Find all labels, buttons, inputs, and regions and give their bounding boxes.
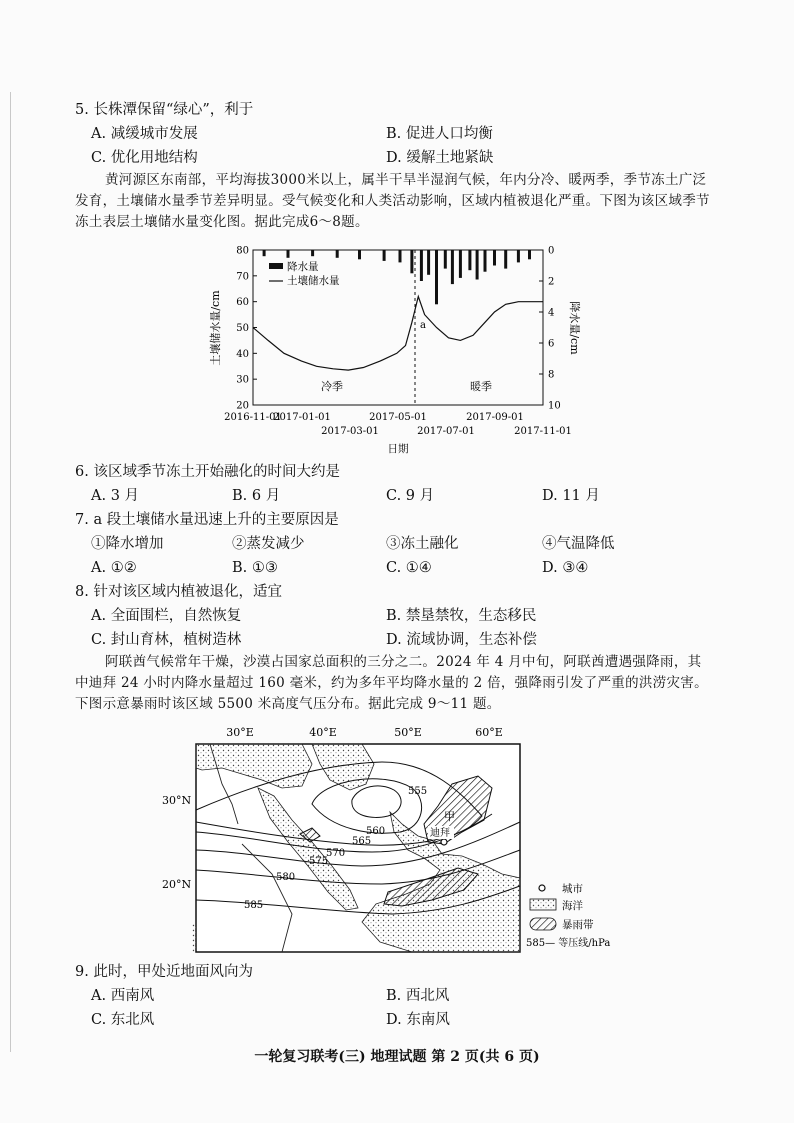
precip-bar [420, 250, 423, 281]
y2-tick-label: 4 [548, 307, 555, 319]
legend-city-symbol [539, 885, 545, 891]
y2-tick-label: 0 [548, 245, 555, 257]
legend-ocean-label: 海洋 [562, 900, 583, 912]
precip-bar [287, 250, 290, 258]
precip-bar [427, 250, 430, 275]
q6-option-b: B. 6 月 [232, 488, 281, 504]
y-tick-label: 40 [236, 348, 249, 360]
xtick-2017-11-01: 2017-11-01 [514, 426, 572, 437]
precip-bar [336, 250, 339, 258]
xtick-2017-01-01: 2017-01-01 [273, 412, 331, 423]
precip-bar [358, 250, 361, 259]
q8-option-b: B. 禁垦禁牧，生态移民 [386, 608, 537, 624]
precip-bar [468, 250, 471, 270]
q5-stem: 5. 长株潭保留“绿心”，利于 [75, 102, 254, 118]
q9-option-d: D. 东南风 [386, 1012, 450, 1028]
soil-water-chart [205, 238, 585, 460]
q5-option-d: D. 缓解土地紧缺 [386, 150, 494, 166]
q7-option-c: C. ①④ [386, 560, 432, 576]
q9-option-b: B. 西北风 [386, 988, 450, 1004]
precip-bar [399, 250, 402, 262]
precip-bar [517, 250, 520, 262]
map-frame [192, 744, 520, 952]
precip-bar [383, 250, 386, 261]
y-tick-label: 30 [236, 374, 249, 386]
y2-axis-title: 降水量/cm [568, 301, 581, 355]
right-axis-ticks [539, 246, 561, 412]
q8-option-c: C. 封山育林，植树造林 [91, 632, 242, 648]
city-dubai-marker [441, 839, 447, 845]
isobar-label-585: 585 [244, 900, 264, 911]
legend-rain-symbol [530, 918, 556, 930]
xtick-2016-11-01: 2016-11-01 [224, 412, 282, 423]
precip-bar [504, 250, 507, 269]
y-axis-title: 土壤储水量/cm [209, 290, 222, 366]
precip-bar [311, 250, 314, 256]
q7-item-3: ③冻土融化 [386, 536, 459, 552]
q5-option-a: A. 减缓城市发展 [91, 126, 198, 142]
y2-tick-label: 2 [548, 276, 555, 288]
precip-bar [528, 250, 531, 259]
q8-option-a: A. 全面围栏，自然恢复 [91, 608, 242, 624]
y-tick-label: 50 [236, 323, 249, 334]
xtick-2017-09-01: 2017-09-01 [466, 412, 524, 423]
precip-bar [444, 250, 447, 269]
lon-label-50e: 50°E [394, 726, 422, 739]
y-tick-label: 20 [236, 400, 249, 412]
isobar-label-560: 560 [366, 826, 386, 837]
y2-tick-label: 6 [548, 338, 555, 350]
precip-bar [493, 250, 496, 266]
lat-label-30n: 30°N [162, 794, 192, 807]
y-tick-label: 80 [236, 245, 249, 257]
legend-rain-label: 暴雨带 [562, 919, 594, 931]
place-jia: 甲 [444, 810, 455, 823]
chart-legend [269, 260, 340, 287]
q7-option-d: D. ③④ [542, 560, 589, 576]
q8-option-d: D. 流域协调，生态补偿 [386, 632, 537, 648]
xtick-2017-03-01: 2017-03-01 [321, 426, 379, 437]
legend-precip-swatch [269, 263, 283, 269]
lon-label-60e: 60°E [475, 726, 503, 739]
chart-axes [253, 250, 543, 405]
passage-uae: 阿联酋气候常年干燥，沙漠占国家总面积的三分之二。2024 年 4 月中旬，阿联酋遭遇强降雨，其中迪拜 24 小时内降水量超过 160 毫米，约为多年平均降水量的 2 倍，强降雨引发了严重的洪涝灾害。下图示意暴雨时该区域 5500 米高度气压分布。据此完成 9～11 题。 [75, 654, 708, 712]
isobar-label-580: 580 [276, 872, 296, 883]
xtick-2017-05-01: 2017-05-01 [369, 412, 427, 423]
lat-label-20n: 20°N [162, 878, 192, 891]
lon-label-40e: 40°E [309, 726, 337, 739]
season-cold-label: 冷季 [321, 380, 343, 393]
q9-option-c: C. 东北风 [91, 1012, 155, 1028]
isobar-label-555: 555 [408, 786, 428, 797]
q5-option-c: C. 优化用地结构 [91, 150, 198, 166]
q9-stem: 9. 此时，甲处近地面风向为 [75, 964, 253, 980]
y-tick-label: 70 [236, 271, 249, 283]
legend-ocean-symbol [530, 899, 556, 910]
pressure-map [162, 724, 662, 956]
q9-option-a: A. 西南风 [91, 988, 155, 1004]
season-warm-label: 暖季 [470, 380, 492, 393]
precip-bar [410, 250, 413, 273]
legend-precip-label: 降水量 [287, 261, 319, 273]
q7-stem: 7. a 段土壤储水量迅速上升的主要原因是 [75, 512, 339, 528]
isobar-label-575: 575 [309, 856, 329, 867]
q5-option-b: B. 促进人口均衡 [386, 126, 493, 142]
q6-option-a: A. 3 月 [91, 488, 140, 504]
sea-edge [192, 924, 196, 952]
q7-item-2: ②蒸发减少 [232, 536, 305, 552]
precip-bar [451, 250, 454, 284]
precip-bar [263, 250, 266, 256]
q7-option-b: B. ①③ [232, 560, 278, 576]
isobar-label-570: 570 [326, 848, 346, 859]
q8-stem: 8. 针对该区域内植被退化，适宜 [75, 584, 282, 600]
q6-option-d: D. 11 月 [542, 488, 600, 504]
lon-label-30e: 30°E [226, 726, 254, 739]
y-tick-label: 60 [236, 297, 249, 309]
q7-option-a: A. ①② [91, 560, 137, 576]
annotation-a: a [420, 320, 426, 331]
isobar-label-565: 565 [352, 836, 372, 847]
xtick-2017-07-01: 2017-07-01 [417, 426, 475, 437]
legend-soil-label: 土壤储水量 [287, 275, 340, 287]
q7-item-4: ④气温降低 [542, 536, 615, 552]
precip-bar [459, 250, 462, 278]
precip-bar [476, 250, 479, 280]
y2-tick-label: 8 [548, 369, 555, 381]
x-axis-title: 日期 [387, 443, 409, 455]
page-footer: 一轮复习联考(三) 地理试题 第 2 页(共 6 页) [254, 1049, 540, 1065]
soil-water-line [253, 297, 543, 371]
place-dubai: 迪拜 [430, 828, 450, 839]
q6-stem: 6. 该区域季节冻土开始融化的时间大约是 [75, 464, 340, 480]
q7-item-1: ①降水增加 [91, 536, 164, 552]
precip-bar [435, 250, 438, 304]
q6-option-c: C. 9 月 [386, 488, 435, 504]
page-edge-shadow [10, 92, 11, 1052]
legend-city-label: 城市 [562, 883, 583, 895]
passage-yellow-river: 黄河源区东南部，平均海拔3000米以上，属半干旱半湿润气候，年内分冷、暖两季，季节冻土广泛发育，土壤储水量季节差异明显。受气候变化和人类活动影响，区域内植被退化严重。下图为该区域季节冻土表层土壤储水量变化图。据此完成6～8题。 [75, 172, 710, 230]
precip-bar [484, 250, 487, 272]
legend-isobar-label: 585— 等压线/hPa [526, 938, 611, 949]
y2-tick-label: 10 [548, 400, 561, 412]
map-legend [526, 882, 610, 949]
